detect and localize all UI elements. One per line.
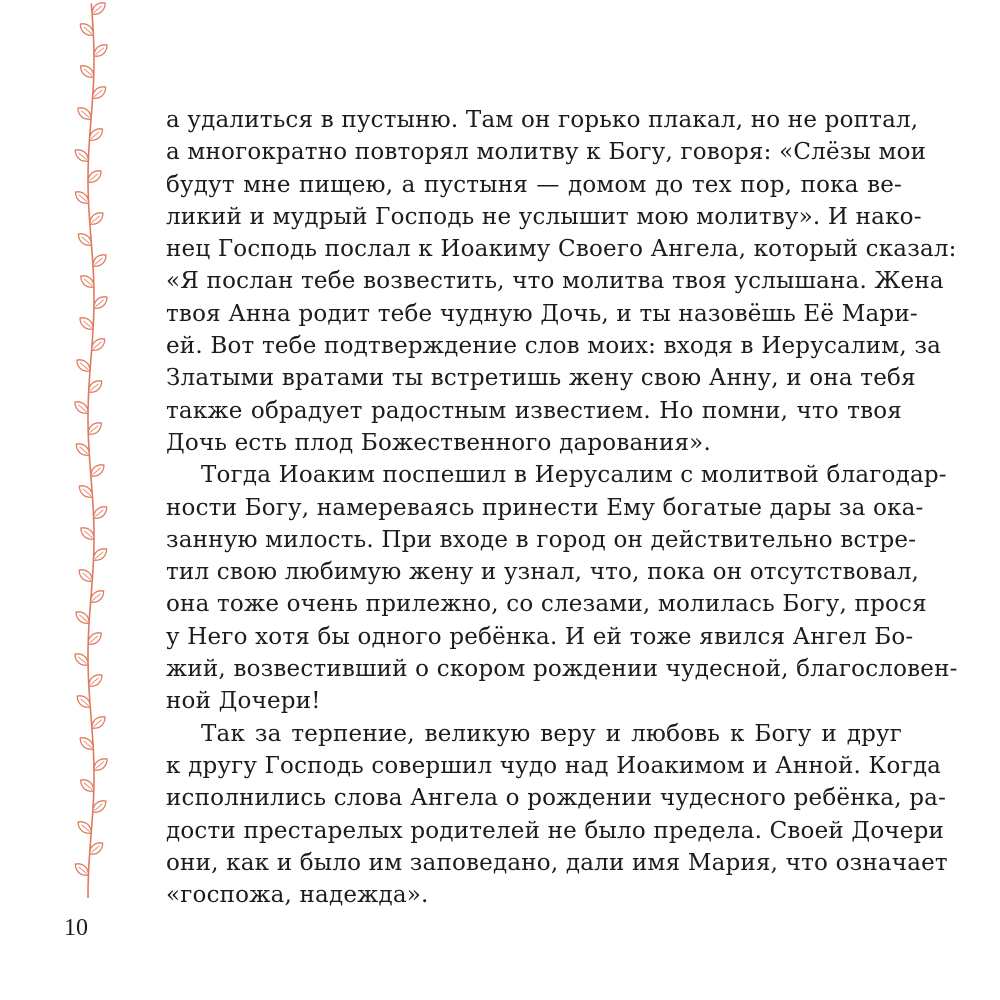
text-line: ликий и мудрый Господь не услышит мою молитву». И нако- (166, 203, 922, 230)
text-line: ной Дочери! (166, 688, 321, 715)
text-line: к другу Господь совершил чудо над Иоакимом и Анной. Когда (166, 752, 942, 779)
text-line: «госпожа, надежда». (166, 882, 429, 909)
text-line: Дочь есть плод Божественного дарования». (166, 429, 711, 456)
text-line: они, как и было им заповедано, дали имя Мария, что означает (166, 849, 948, 876)
text-line: «Я послан тебе возвестить, что молитва твоя услышана. Жена (166, 268, 944, 295)
text-line: ности Богу, намереваясь принести Ему богатые дары за ока- (166, 494, 924, 521)
vine-border-icon (58, 0, 124, 905)
text-line: ей. Вот тебе подтверждение слов моих: входя в Иерусалим, за (166, 333, 942, 360)
text-line: Златыми вратами ты встретишь жену свою Анну, и она тебя (166, 365, 916, 392)
text-line: а удалиться в пустыню. Там он горько плакал, но не роптал, (166, 107, 919, 133)
text-line: будут мне пищею, а пустыня — домом до тех пор, пока ве- (166, 171, 902, 198)
page-number: 10 (64, 915, 88, 941)
text-line: жий, возвестивший о скором рождении чудесной, благословен- (166, 656, 958, 683)
text-line: а многократно повторял молитву к Богу, говоря: «Слёзы мои (166, 139, 927, 166)
text-line: она тоже очень прилежно, со слезами, молилась Богу, прося (166, 591, 927, 618)
text-line: твоя Анна родит тебе чудную Дочь, и ты назовёшь Её Мари- (166, 300, 918, 327)
text-line: занную милость. При входе в город он действительно встре- (166, 526, 917, 553)
text-line: исполнились слова Ангела о рождении чудесного ребёнка, ра- (166, 785, 947, 812)
text-line: дости престарелых родителей не было предела. Своей Дочери (166, 817, 945, 844)
paragraph-start: Тогда Иоаким поспешил в Иерусалим с молитвой благодар- (201, 462, 947, 489)
text-line: нец Господь послал к Иоакиму Своего Ангела, который сказал: (166, 236, 957, 263)
paragraph-start: Так за терпение, великую веру и любовь к Богу и друг (201, 720, 902, 747)
text-line: также обрадует радостным известием. Но помни, что твоя (166, 397, 902, 424)
text-line: тил свою любимую жену и узнал, что, пока он отсутствовал, (166, 559, 920, 586)
text-line: у Него хотя бы одного ребёнка. И ей тоже явился Ангел Бо- (166, 623, 914, 650)
body-text (166, 104, 958, 911)
